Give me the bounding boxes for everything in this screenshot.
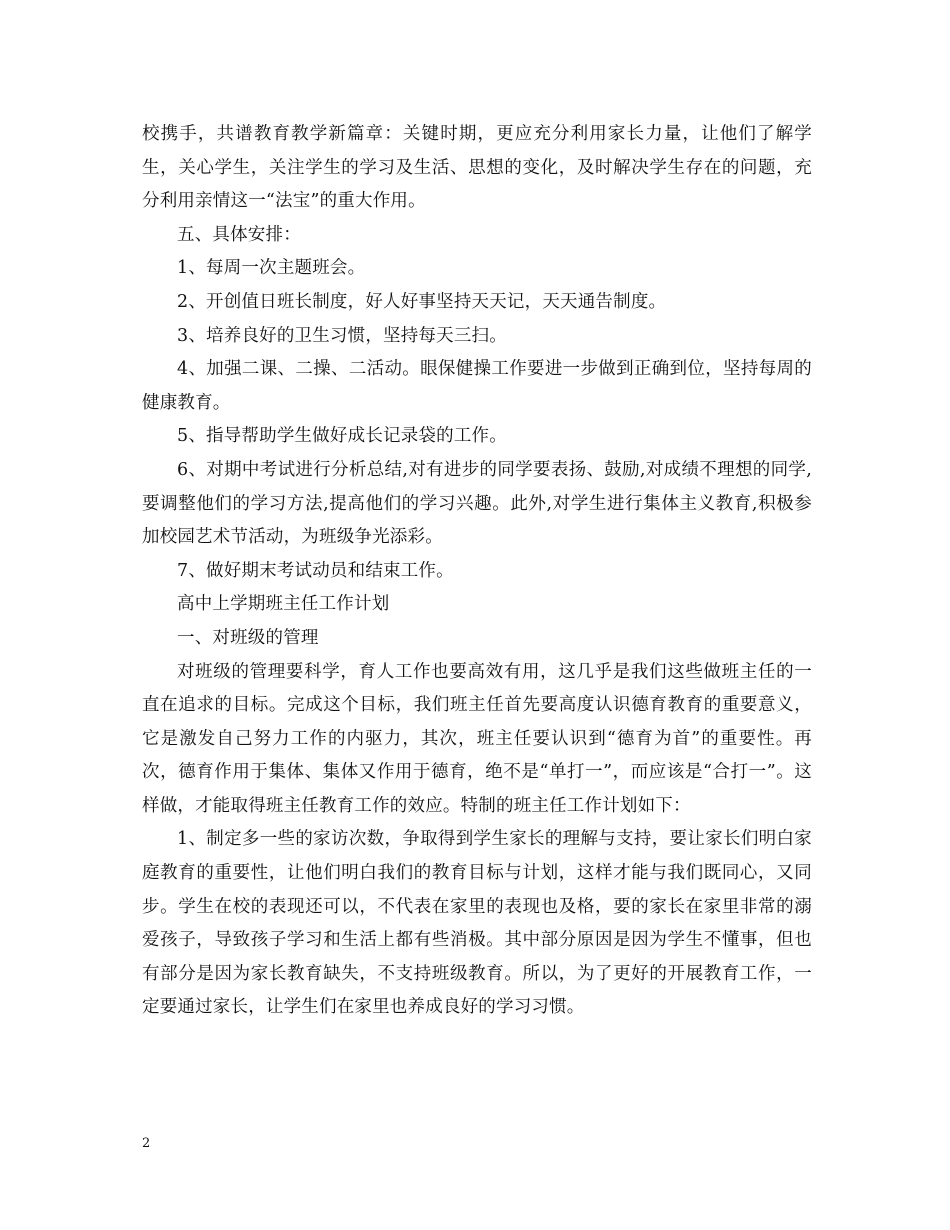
- document-title: 高中上学期班主任工作计划: [177, 594, 390, 615]
- list-item-7: 7、做好期末考试动员和结束工作。: [177, 560, 454, 581]
- section-heading-arrangement: 五、具体安排：: [177, 224, 301, 245]
- paragraph-management-intro: 对班级的管理要科学，育人工作也要高效有用，这几乎是我们这些做班主任的一直在追求的目标。完成这个目标，我们班主任首先要高度认识德育教育的重要意义，它是激发自己努力工作的内驱力，其次，班主任要认识到“德育为首”的重要性。再次，德育作用于集体、集体又作用于德育，绝不是“单打一”，而应该是“合打一”。这样做，才能取得班主任教育工作的效应。特制的班主任工作计划如下：: [142, 661, 812, 816]
- list-item-5: 5、指导帮助学生做好成长记录袋的工作。: [177, 426, 507, 447]
- list-item-3: 3、培养良好的卫生习惯，坚持每天三扫。: [177, 325, 507, 346]
- document-body: [142, 118, 812, 1025]
- section-heading-class-management: 一、对班级的管理: [177, 627, 319, 648]
- paragraph-continuation: 校携手，共谱教育教学新篇章：关键时期，更应充分利用家长力量，让他们了解学生，关心学生，关注学生的学习及生活、思想的变化，及时解决学生存在的问题，充分利用亲情这一“法宝”的重大作用。: [142, 124, 812, 212]
- list-item-2: 2、开创值日班长制度，好人好事坚持天天记，天天通告制度。: [177, 291, 667, 312]
- list-item-6: 6、对期中考试进行分析总结,对有进步的同学要表扬、鼓励,对成绩不理想的同学,要调整他们的学习方法,提高他们的学习兴趣。此外,对学生进行集体主义教育,积极参加校园艺术节活动，为班级争光添彩。: [142, 459, 812, 548]
- list-item-4: 4、加强二课、二操、二活动。眼保健操工作要进一步做到正确到位，坚持每周的健康教育。: [142, 359, 812, 413]
- paragraph-home-visits: 1、制定多一些的家访次数，争取得到学生家长的理解与支持，要让家长们明白家庭教育的重要性，让他们明白我们的教育目标与计划，这样才能与我们既同心，又同步。学生在校的表现还可以，不代表在家里的表现也及格，要的家长在家里非常的溺爱孩子，导致孩子学习和生活上都有些消极。其中部分原因是因为学生不懂事，但也有部分是因为家长教育缺失，不支持班级教育。所以，为了更好的开展教育工作，一定要通过家长，让学生们在家里也养成良好的学习习惯。: [142, 829, 812, 1018]
- list-item-1: 1、每周一次主题班会。: [177, 258, 366, 279]
- page-number: 2: [142, 1136, 151, 1151]
